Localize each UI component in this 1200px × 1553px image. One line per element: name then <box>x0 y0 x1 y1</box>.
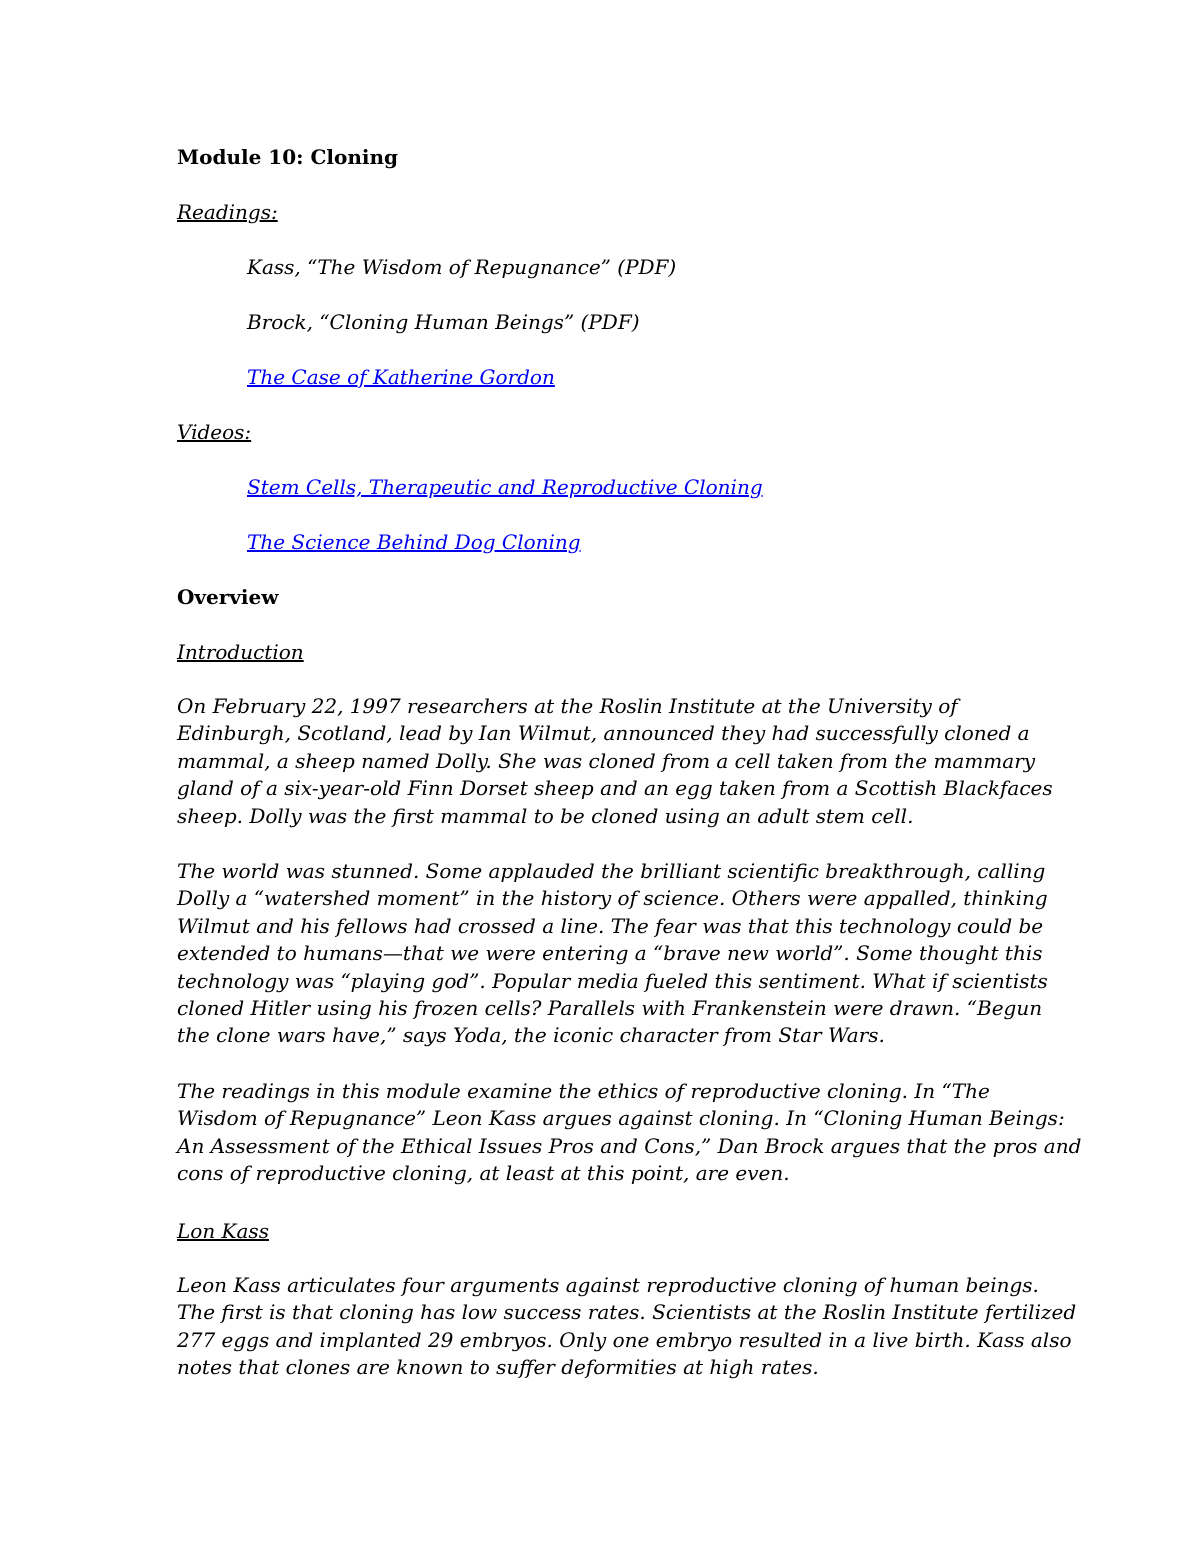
paragraph-line: technology was “playing god”. Popular media fueled this sentiment. What if scientists <box>177 968 1048 993</box>
kass-heading: Lon Kass <box>177 1219 269 1243</box>
paragraph-line: Wilmut and his fellows had crossed a line. The fear was that this technology could be <box>177 913 1044 938</box>
video-link-stem-cells[interactable]: Stem Cells, Therapeutic and Reproductive Cloning <box>247 475 763 499</box>
paragraph-line: gland of a six-year-old Finn Dorset sheep and an egg taken from a Scottish Blackfaces <box>177 776 1053 801</box>
paragraph-line: On February 22, 1997 researchers at the Roslin Institute at the University of <box>177 694 958 718</box>
paragraph-line: The readings in this module examine the ethics of reproductive cloning. In “The <box>177 1079 990 1103</box>
paragraph-line: extended to humans—that we were entering a “brave new world”. Some thought this <box>177 941 1043 966</box>
paragraph-line: cons of reproductive cloning, at least at this point, are even. <box>177 1161 790 1186</box>
paragraph-line: sheep. Dolly was the first mammal to be cloned using an adult stem cell. <box>177 803 914 828</box>
paragraph-line: The first is that cloning has low success rates. Scientists at the Roslin Institute fertilized <box>177 1300 1077 1325</box>
readings-heading: Readings: <box>177 200 278 224</box>
reading-brock: Brock, “Cloning Human Beings” (PDF) <box>247 310 640 334</box>
paragraph-line: Leon Kass articulates four arguments against reproductive cloning of human beings. <box>177 1273 1039 1297</box>
page-title: Module 10: Cloning <box>177 145 398 169</box>
intro-paragraph-1 <box>177 693 1053 830</box>
paragraph-line: An Assessment of the Ethical Issues Pros and Cons,” Dan Brock argues that the pros and <box>177 1133 1082 1158</box>
paragraph-line: 277 eggs and implanted 29 embryos. Only one embryo resulted in a live birth. Kass also <box>177 1327 1072 1352</box>
reading-link-katherine-gordon[interactable]: The Case of Katherine Gordon <box>247 365 555 389</box>
paragraph-line: Wisdom of Repugnance” Leon Kass argues against cloning. In “Cloning Human Beings: <box>177 1106 1065 1131</box>
overview-heading: Overview <box>177 585 279 609</box>
kass-paragraph <box>177 1272 1077 1382</box>
intro-paragraph-2 <box>177 858 1048 1050</box>
paragraph-line: mammal, a sheep named Dolly. She was cloned from a cell taken from the mammary <box>177 748 1036 773</box>
paragraph-line: cloned Hitler using his frozen cells? Parallels with Frankenstein were drawn. “Begun <box>177 996 1043 1021</box>
paragraph-line: The world was stunned. Some applauded the brilliant scientific breakthrough, calling <box>177 859 1046 883</box>
video-link-dog-cloning[interactable]: The Science Behind Dog Cloning <box>247 530 581 554</box>
paragraph-line: the clone wars have,” says Yoda, the iconic character from Star Wars. <box>177 1023 885 1048</box>
videos-heading: Videos: <box>177 420 252 444</box>
intro-paragraph-3 <box>177 1078 1082 1188</box>
reading-kass: Kass, “The Wisdom of Repugnance” (PDF) <box>247 255 677 279</box>
paragraph-line: notes that clones are known to suffer deformities at high rates. <box>177 1355 819 1380</box>
introduction-heading: Introduction <box>177 640 304 664</box>
paragraph-line: Edinburgh, Scotland, lead by Ian Wilmut, announced they had successfully cloned a <box>177 721 1030 746</box>
paragraph-line: Dolly a “watershed moment” in the history of science. Others were appalled, thinking <box>177 886 1048 911</box>
